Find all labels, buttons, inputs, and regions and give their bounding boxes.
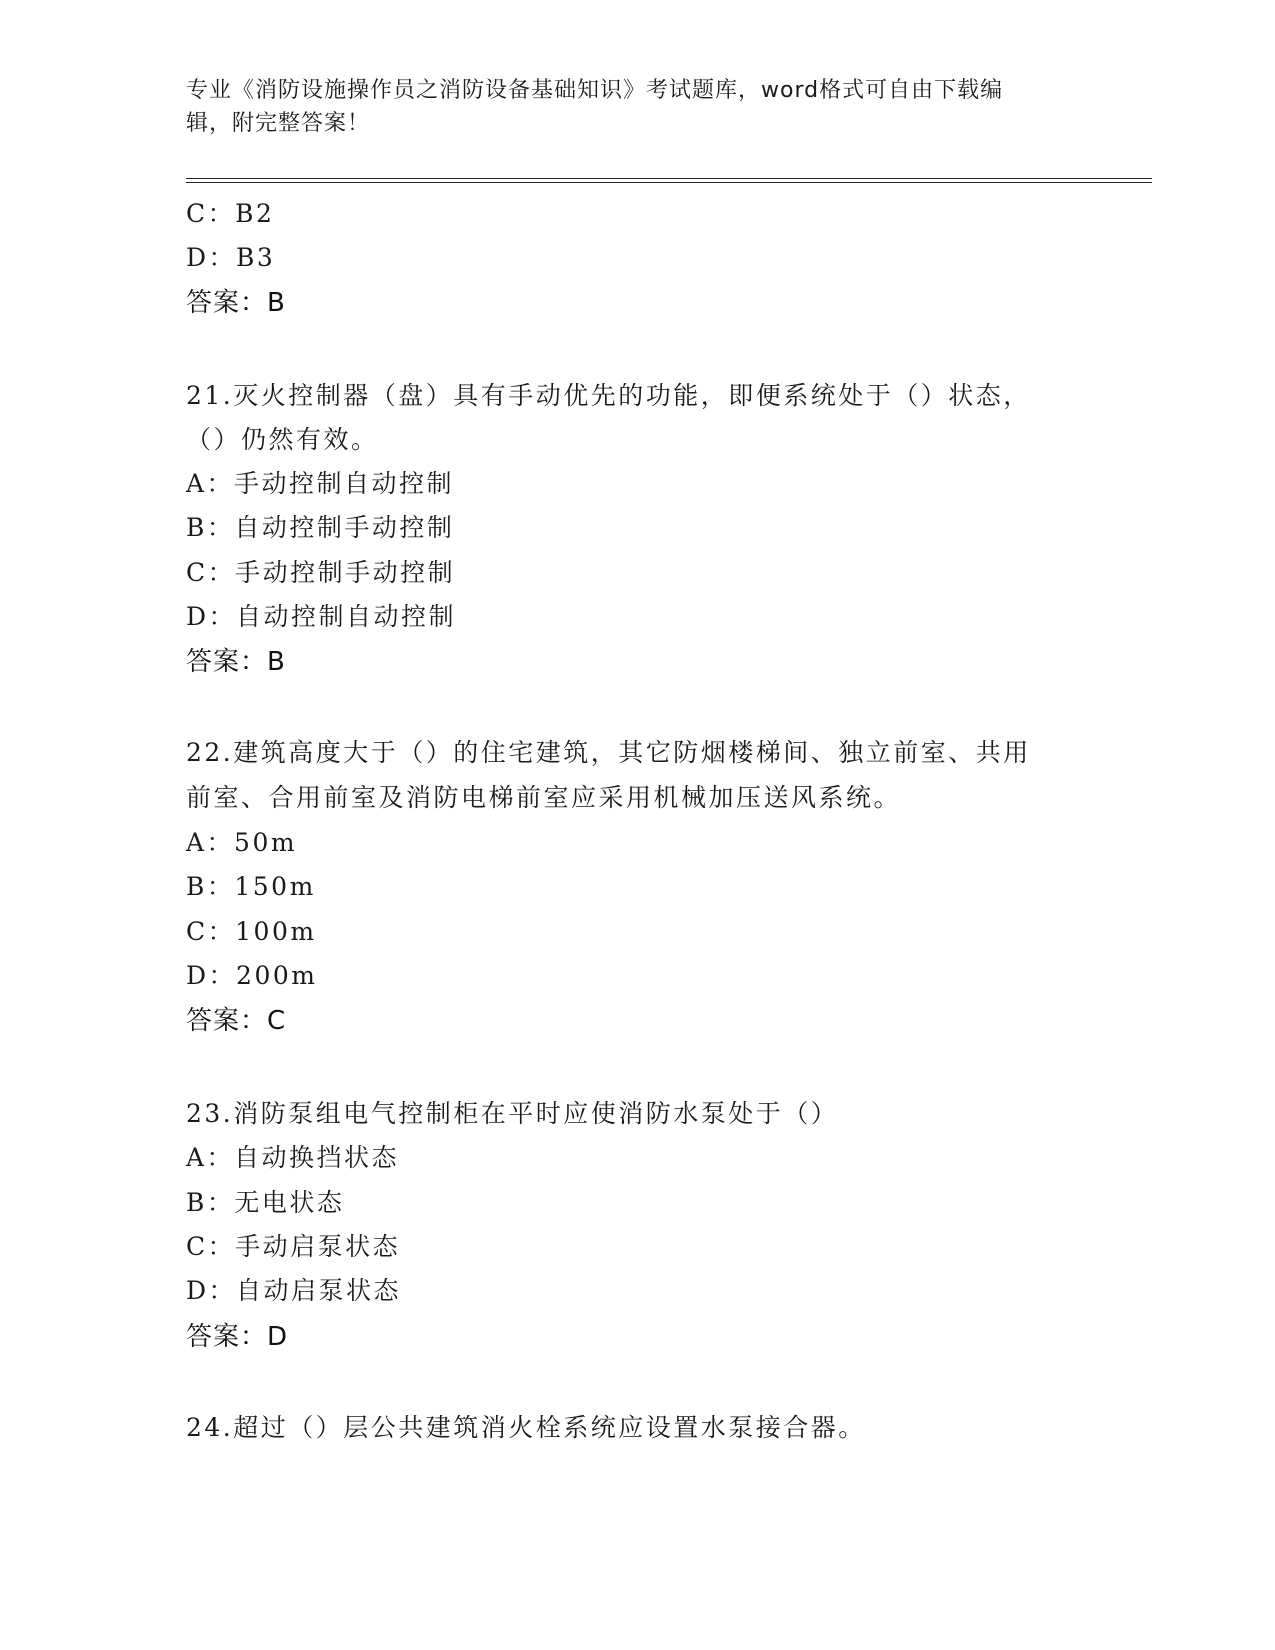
q23-answer: 答案：D bbox=[186, 1322, 289, 1352]
q21-stem-line-2: （）仍然有效。 bbox=[186, 425, 379, 454]
q23-option-c: C：手动启泵状态 bbox=[186, 1232, 401, 1261]
header-divider-top bbox=[186, 178, 1152, 179]
q22-stem-line-1: 22.建筑高度大于（）的住宅建筑，其它防烟楼梯间、独立前室、共用 bbox=[186, 738, 1031, 767]
q23-option-b: B：无电状态 bbox=[186, 1188, 345, 1217]
header-line-2: 辑，附完整答案！ bbox=[186, 111, 371, 136]
header-divider-bottom bbox=[186, 182, 1152, 183]
document-header bbox=[186, 74, 1066, 140]
q23-option-d: D：自动启泵状态 bbox=[186, 1276, 402, 1305]
header-line-1: 专业《消防设施操作员之消防设备基础知识》考试题库，word格式可自由下载编 bbox=[186, 78, 1004, 103]
q21-option-a: A：手动控制自动控制 bbox=[186, 469, 455, 498]
q22-stem-line-2: 前室、合用前室及消防电梯前室应采用机械加压送风系统。 bbox=[186, 783, 902, 812]
q21-answer: 答案：B bbox=[186, 647, 286, 677]
q22-answer: 答案：C bbox=[186, 1006, 287, 1036]
q20-answer: 答案：B bbox=[186, 288, 286, 318]
q22-option-a: A：50m bbox=[186, 828, 298, 857]
q23-option-a: A：自动换挡状态 bbox=[186, 1143, 400, 1172]
q21-option-b: B：自动控制手动控制 bbox=[186, 513, 455, 542]
q21-option-c: C：手动控制手动控制 bbox=[186, 558, 456, 587]
q20-option-d: D：B3 bbox=[186, 243, 276, 272]
q21-option-d: D：自动控制自动控制 bbox=[186, 602, 457, 631]
q22-option-b: B：150m bbox=[186, 872, 316, 901]
q22-option-c: C：100m bbox=[186, 917, 317, 946]
q22-option-d: D：200m bbox=[186, 961, 318, 990]
q24-stem-line-1: 24.超过（）层公共建筑消火栓系统应设置水泵接合器。 bbox=[186, 1413, 866, 1442]
q20-option-c: C：B2 bbox=[186, 199, 275, 228]
q23-stem-line-1: 23.消防泵组电气控制柜在平时应使消防水泵处于（） bbox=[186, 1099, 839, 1128]
q21-stem-line-1: 21.灭火控制器（盘）具有手动优先的功能，即便系统处于（）状态， bbox=[186, 381, 1031, 410]
